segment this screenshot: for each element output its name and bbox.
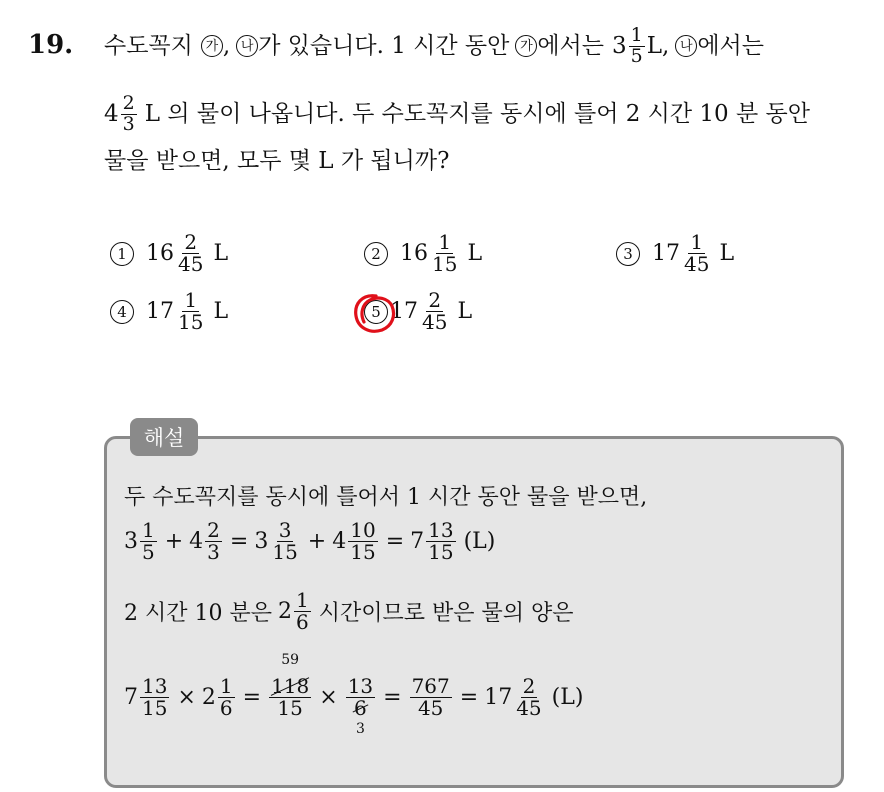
term: 3 bbox=[254, 529, 269, 554]
operator: = bbox=[385, 529, 405, 554]
option-2[interactable] bbox=[364, 232, 482, 275]
operator: = bbox=[459, 685, 479, 710]
fraction bbox=[420, 290, 449, 333]
term: 2 bbox=[201, 685, 216, 710]
frac-den: 45 bbox=[684, 252, 710, 276]
solution-equation-1 bbox=[124, 520, 495, 563]
question-line-1 bbox=[104, 24, 764, 68]
question-text: 수도꼭지 bbox=[104, 32, 193, 59]
option-unit: L bbox=[719, 241, 735, 266]
question-line-2 bbox=[104, 86, 810, 142]
question-text: , bbox=[222, 32, 231, 59]
fraction bbox=[682, 232, 711, 275]
operator: = bbox=[229, 529, 249, 554]
option-mark: 5 bbox=[364, 300, 388, 324]
fraction: $\frac{1}{5}$ bbox=[142, 518, 155, 564]
fraction-cancelled: 59 118 15 bbox=[271, 652, 310, 720]
operator: + bbox=[164, 529, 184, 554]
question-line-3: 물을 받으면, 모두 몇 L 가 됩니까? bbox=[104, 148, 450, 174]
option-unit: L bbox=[213, 241, 229, 266]
option-mark: 1 bbox=[110, 242, 134, 266]
option-1[interactable] bbox=[110, 232, 228, 275]
unit: (L) bbox=[551, 685, 584, 710]
frac-num: 1 bbox=[630, 23, 643, 46]
term: 7 bbox=[124, 685, 138, 710]
term: 2 bbox=[277, 599, 292, 624]
option-whole: 16 bbox=[146, 241, 174, 266]
option-4[interactable] bbox=[110, 290, 228, 333]
solution-text: 시간이므로 받은 물의 양은 bbox=[318, 601, 574, 626]
frac-num: 2 bbox=[428, 288, 442, 312]
frac-den: 45 bbox=[422, 310, 448, 334]
frac-whole: 3 bbox=[612, 32, 627, 59]
fraction: $\frac{13}{15}$ bbox=[428, 518, 454, 564]
option-whole: 17 bbox=[652, 241, 680, 266]
question-text: L 의 물이 나옵니다. 두 수도꼭지를 동시에 틀어 2 시간 10 분 동안 bbox=[144, 100, 810, 127]
solution-line-1: 두 수도꼭지를 동시에 틀어서 1 시간 동안 물을 받으면, bbox=[124, 485, 648, 510]
question-text: 에서는 bbox=[697, 32, 764, 59]
frac-num: 1 bbox=[438, 230, 452, 254]
term: 3 bbox=[124, 529, 138, 554]
frac-num: 2 bbox=[184, 230, 198, 254]
unit: (L) bbox=[463, 529, 496, 554]
frac-num: 1 bbox=[690, 230, 704, 254]
frac-den: 45 bbox=[178, 252, 204, 276]
frac-num: 2 bbox=[122, 91, 135, 114]
solution-tag: 해설 bbox=[130, 418, 198, 456]
fraction: $\frac{767}{45}$ bbox=[411, 674, 450, 720]
option-whole: 17 bbox=[390, 299, 418, 324]
term: 17 bbox=[484, 685, 513, 710]
operator: + bbox=[307, 529, 327, 554]
fraction: $\frac{2}{45}$ bbox=[516, 674, 542, 720]
operator: = bbox=[383, 685, 402, 710]
mixed-fraction bbox=[104, 91, 139, 135]
operator: = bbox=[242, 685, 262, 710]
question-number: 19. bbox=[28, 30, 74, 60]
frac-den: 5 bbox=[630, 44, 643, 67]
solution-line-3 bbox=[124, 590, 573, 633]
option-unit: L bbox=[467, 241, 483, 266]
mixed-fraction bbox=[612, 23, 647, 67]
answer-circle-mark bbox=[350, 290, 400, 340]
cancel-bottom: 3 bbox=[355, 721, 365, 737]
operator: × bbox=[319, 685, 338, 710]
frac-whole: 4 bbox=[104, 100, 119, 127]
option-whole: 16 bbox=[400, 241, 428, 266]
label-ga: 가 bbox=[515, 35, 537, 57]
question-text: 가 있습니다. 1 시간 동안 bbox=[258, 32, 510, 59]
frac-den: 15 bbox=[432, 252, 458, 276]
term: 4 bbox=[189, 529, 204, 554]
fraction: $\frac{13}{15}$ bbox=[142, 674, 168, 720]
question-text: 에서는 bbox=[537, 32, 604, 59]
term: 4 bbox=[332, 529, 347, 554]
fraction: $\frac{10}{15}$ bbox=[350, 518, 376, 564]
option-mark: 3 bbox=[616, 242, 640, 266]
fraction: $\frac{1}{6}$ bbox=[219, 674, 233, 720]
label-na: 나 bbox=[236, 35, 258, 57]
frac-den: 3 bbox=[122, 112, 135, 135]
fraction bbox=[629, 23, 645, 67]
solution-text: 2 시간 10 분은 bbox=[124, 601, 272, 626]
option-whole: 17 bbox=[146, 299, 174, 324]
operator: × bbox=[177, 685, 196, 710]
label-ga: 가 bbox=[201, 35, 223, 57]
fraction bbox=[176, 290, 205, 333]
option-mark: 4 bbox=[110, 300, 134, 324]
option-3[interactable] bbox=[616, 232, 734, 275]
cancelled-number: 118 bbox=[271, 674, 310, 698]
fraction bbox=[430, 232, 459, 275]
option-unit: L bbox=[457, 299, 473, 324]
fraction bbox=[176, 232, 205, 275]
fraction-cancelled: 13 6 3 bbox=[347, 674, 374, 737]
question-text: L, bbox=[646, 32, 670, 59]
fraction: $\frac{1}{6}$ bbox=[295, 588, 309, 634]
option-mark: 2 bbox=[364, 242, 388, 266]
fraction bbox=[121, 91, 137, 135]
label-na: 나 bbox=[675, 35, 697, 57]
frac-num: 1 bbox=[184, 288, 198, 312]
option-unit: L bbox=[213, 299, 229, 324]
frac-den: 15 bbox=[178, 310, 204, 334]
term: 7 bbox=[410, 529, 425, 554]
cancelled-number: 6 bbox=[354, 696, 367, 720]
fraction: $\frac{3}{15}$ bbox=[272, 518, 298, 564]
solution-equation-2 bbox=[124, 652, 584, 737]
fraction: $\frac{2}{3}$ bbox=[207, 518, 220, 564]
cancel-top: 59 bbox=[281, 652, 300, 668]
